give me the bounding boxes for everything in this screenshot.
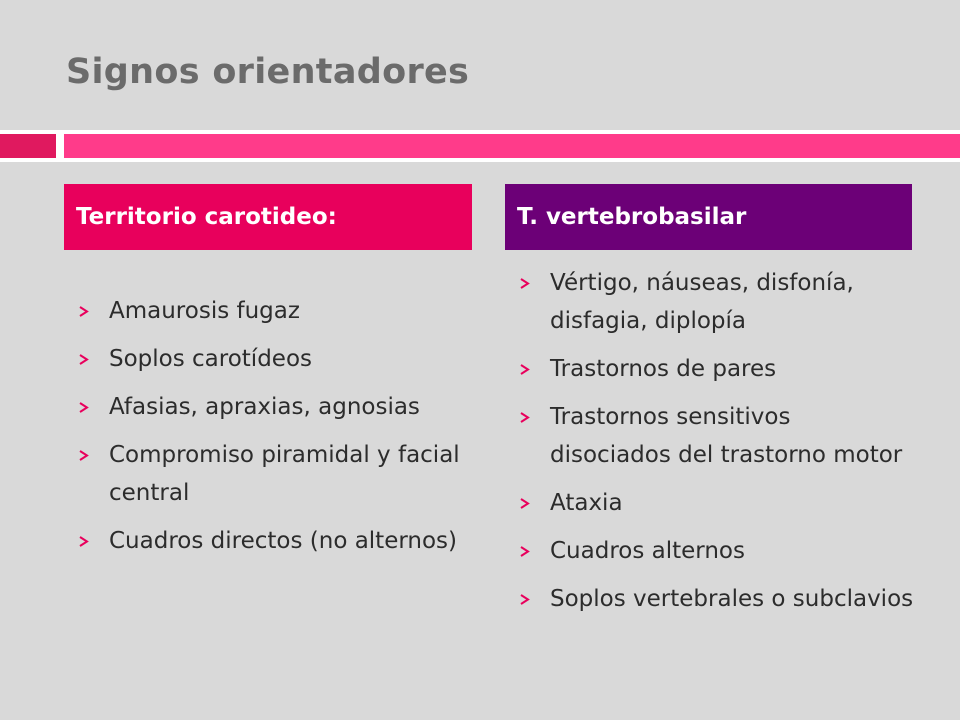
- list-item: [519, 264, 914, 340]
- right-column-list: [519, 264, 914, 628]
- list-item: [519, 532, 914, 570]
- accent-bar-left: [0, 134, 56, 158]
- slide-title: Signos orientadores: [66, 52, 470, 92]
- arrow-bullet-icon: [519, 580, 533, 618]
- arrow-bullet-icon: [519, 398, 533, 436]
- list-item-text: Cuadros alternos: [550, 538, 745, 564]
- left-column-list: [78, 292, 473, 570]
- list-item: [78, 292, 473, 330]
- arrow-bullet-icon: [78, 340, 92, 378]
- accent-bar-right: [64, 134, 960, 158]
- right-column-header: [505, 184, 912, 250]
- list-item: [78, 388, 473, 426]
- list-item-text: Trastornos sensitivos disociados del trastorno motor: [550, 404, 903, 468]
- list-item-text: Ataxia: [550, 490, 623, 516]
- left-header-label: Territorio carotideo:: [76, 204, 337, 230]
- arrow-bullet-icon: [78, 522, 92, 560]
- list-item-text: Compromiso piramidal y facial central: [109, 442, 460, 506]
- list-item-text: Soplos vertebrales o subclavios: [550, 586, 914, 612]
- list-item-text: Cuadros directos (no alternos): [109, 528, 458, 554]
- arrow-bullet-icon: [78, 388, 92, 426]
- list-item-text: Trastornos de pares: [550, 356, 777, 382]
- list-item: [519, 580, 914, 618]
- list-item-text: Vértigo, náuseas, disfonía, disfagia, diplopía: [550, 270, 854, 334]
- list-item-text: Afasias, apraxias, agnosias: [109, 394, 420, 420]
- list-item: [519, 398, 914, 474]
- left-column-header: [64, 184, 472, 250]
- list-item-text: Amaurosis fugaz: [109, 298, 300, 324]
- arrow-bullet-icon: [519, 484, 533, 522]
- list-item: [78, 436, 473, 512]
- arrow-bullet-icon: [78, 292, 92, 330]
- right-header-label: T. vertebrobasilar: [517, 204, 747, 230]
- arrow-bullet-icon: [519, 264, 533, 302]
- arrow-bullet-icon: [519, 532, 533, 570]
- list-item: [519, 350, 914, 388]
- arrow-bullet-icon: [78, 436, 92, 474]
- list-item: [78, 522, 473, 560]
- list-item: [519, 484, 914, 522]
- arrow-bullet-icon: [519, 350, 533, 388]
- list-item: [78, 340, 473, 378]
- list-item-text: Soplos carotídeos: [109, 346, 313, 372]
